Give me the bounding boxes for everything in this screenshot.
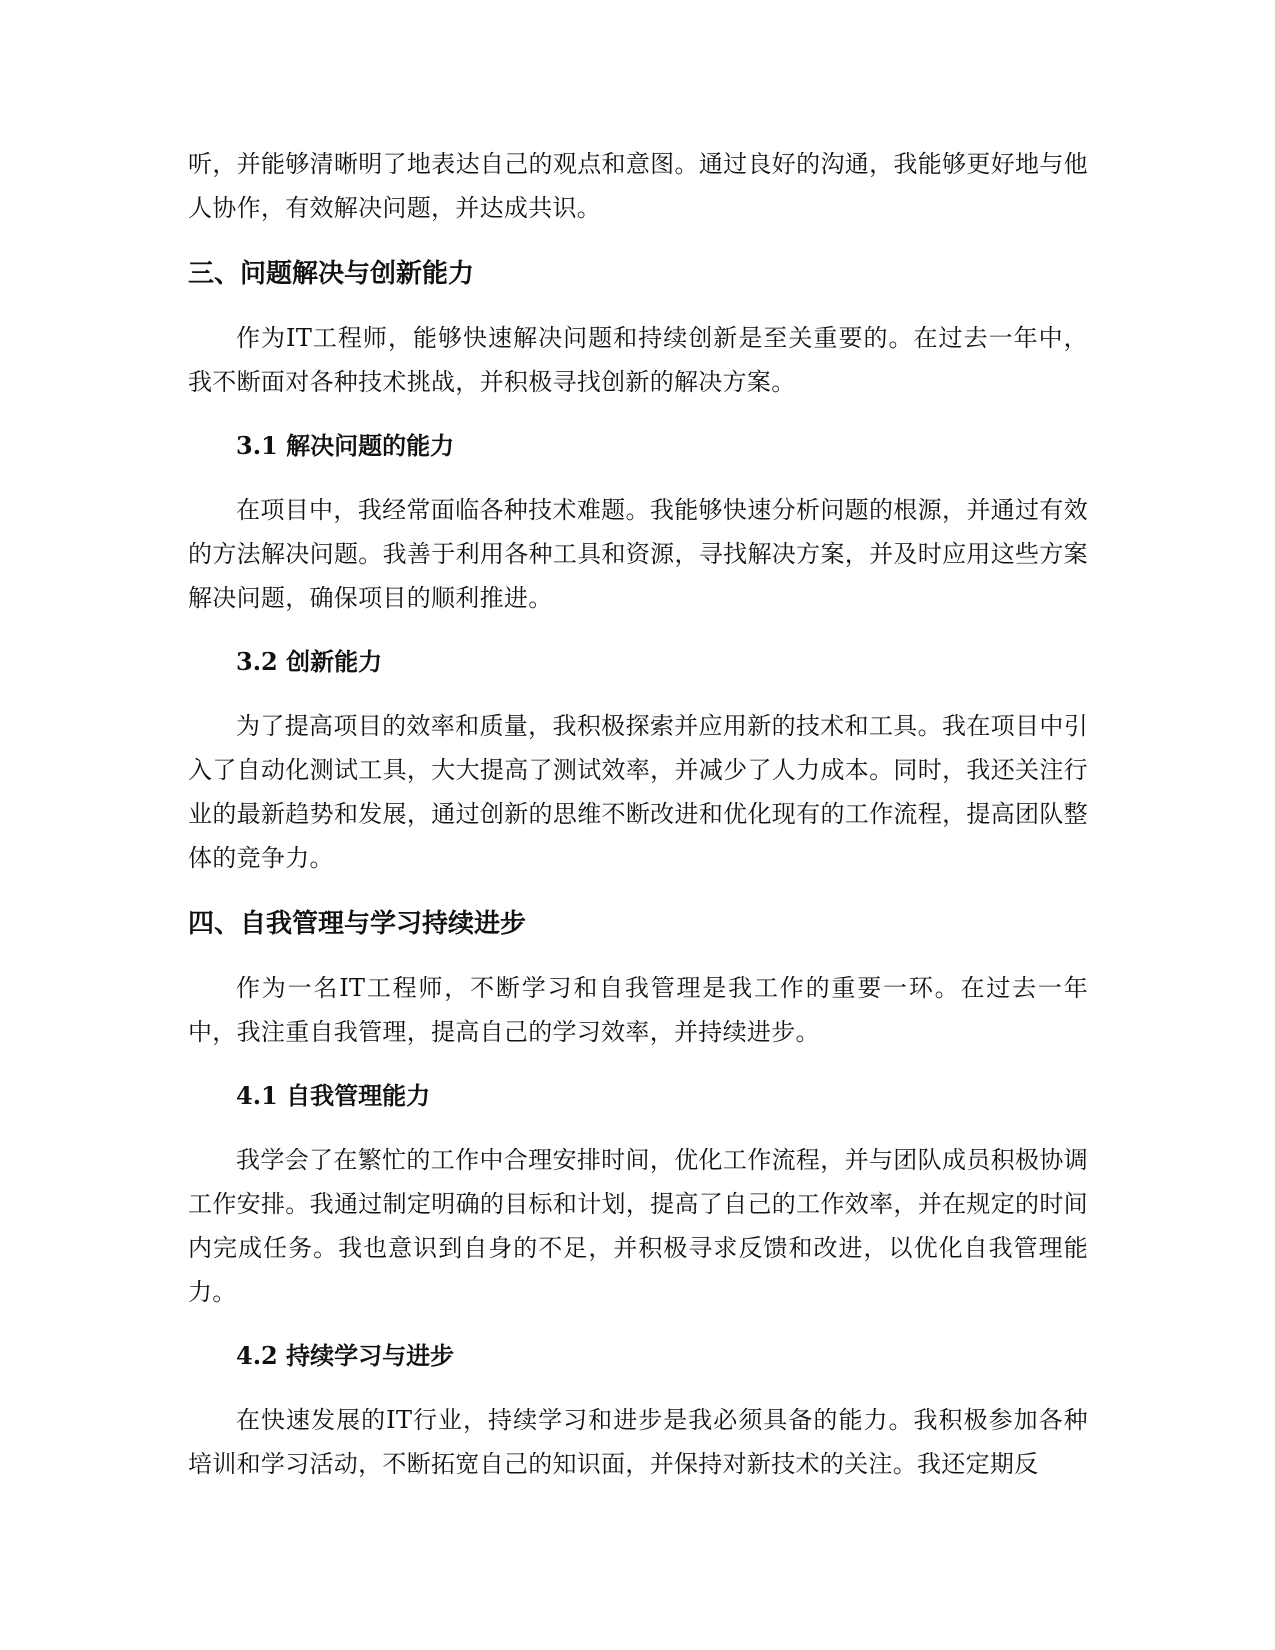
paragraph-section-3-intro: 作为IT工程师，能够快速解决问题和持续创新是至关重要的。在过去一年中，我不断面对各种技术挑战，并积极寻找创新的解决方案。 [188, 324, 1088, 396]
subheading-3-1: 3.1 解决问题的能力 [236, 431, 455, 460]
document-page [188, 142, 1088, 1486]
paragraph-3-2: 为了提高项目的效率和质量，我积极探索并应用新的技术和工具。我在项目中引入了自动化测试工具，大大提高了测试效率，并减少了人力成本。同时，我还关注行业的最新趋势和发展，通过创新的思维不断改进和优化现有的工作流程，提高团队整体的竞争力。 [188, 712, 1088, 872]
subheading-4-1: 4.1 自我管理能力 [236, 1081, 431, 1110]
subheading-3-2: 3.2 创新能力 [236, 647, 383, 676]
paragraph-continued: 听，并能够清晰明了地表达自己的观点和意图。通过良好的沟通，我能够更好地与他人协作，有效解决问题，并达成共识。 [188, 150, 1088, 222]
subheading-4-2: 4.2 持续学习与进步 [236, 1341, 455, 1370]
paragraph-4-2: 在快速发展的IT行业，持续学习和进步是我必须具备的能力。我积极参加各种培训和学习活动，不断拓宽自己的知识面，并保持对新技术的关注。我还定期反 [188, 1406, 1088, 1478]
paragraph-3-1: 在项目中，我经常面临各种技术难题。我能够快速分析问题的根源，并通过有效的方法解决问题。我善于利用各种工具和资源，寻找解决方案，并及时应用这些方案解决问题，确保项目的顺利推进。 [188, 496, 1088, 612]
paragraph-section-4-intro: 作为一名IT工程师，不断学习和自我管理是我工作的重要一环。在过去一年中，我注重自我管理，提高自己的学习效率，并持续进步。 [188, 974, 1088, 1046]
section-heading-4: 四、自我管理与学习持续进步 [188, 909, 527, 939]
paragraph-4-1: 我学会了在繁忙的工作中合理安排时间，优化工作流程，并与团队成员积极协调工作安排。我通过制定明确的目标和计划，提高了自己的工作效率，并在规定的时间内完成任务。我也意识到自身的不足，并积极寻求反馈和改进，以优化自我管理能力。 [188, 1146, 1088, 1306]
section-heading-3: 三、问题解决与创新能力 [188, 259, 475, 289]
